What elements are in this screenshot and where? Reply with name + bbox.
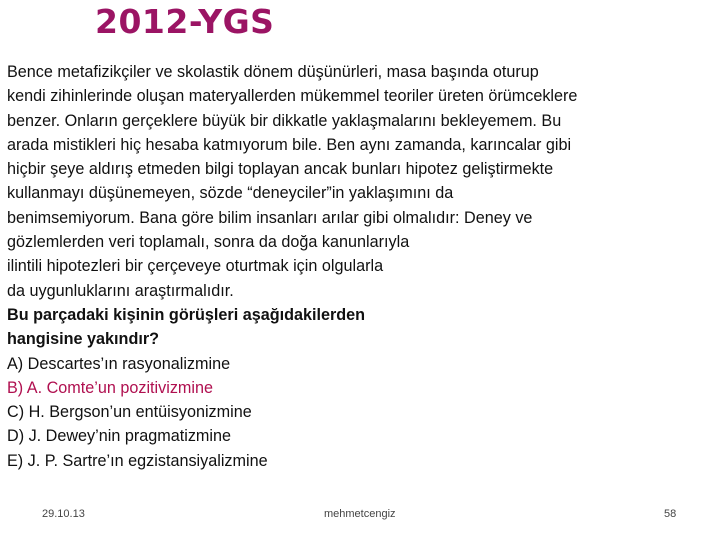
- footer-date: 29.10.13: [42, 508, 85, 520]
- option-b-correct-answer: B) A. Comte’un pozitivizmine: [7, 378, 214, 397]
- passage-line: gözlemlerden veri toplamalı, sonra da doğa kanunlarıyla: [7, 233, 410, 252]
- footer-author: mehmetcengiz: [324, 508, 396, 520]
- passage-line: kendi zihinlerinde oluşan materyallerden mükemmel teoriler üreten örümceklere: [7, 87, 578, 106]
- passage-line: Bence metafizikçiler ve skolastik dönem düşünürleri, masa başında oturup: [7, 63, 539, 81]
- question-stem-line: Bu parçadaki kişinin görüşleri aşağıdakilerden: [7, 305, 366, 324]
- option-a: A) Descartes’ın rasyonalizmine: [7, 354, 231, 373]
- question-stem-line: hangisine yakındır?: [7, 330, 160, 349]
- passage-line: kullanmayı düşünemeyen, sözde “deneyciler”in yaklaşımını da: [7, 184, 454, 203]
- passage-line: hiçbir şeye aldırış etmeden bilgi toplayan ancak bunları hipotez geliştirmekte: [7, 160, 554, 179]
- question-content: [7, 60, 717, 473]
- footer-page-number: 58: [664, 508, 677, 520]
- option-d: D) J. Dewey’nin pragmatizmine: [7, 427, 232, 446]
- passage-line: da uygunluklarını araştırmalıdır.: [7, 281, 234, 300]
- passage-line: ilintili hipotezleri bir çerçeveye oturtmak için olgularla: [7, 257, 384, 276]
- option-e: E) J. P. Sartre’ın egzistansiyalizmine: [7, 451, 268, 470]
- option-c: C) H. Bergson’un entüisyonizmine: [7, 403, 252, 422]
- slide-title: 2012-YGS: [95, 2, 275, 41]
- passage-line: arada mistikleri hiç hesaba katmıyorum bile. Ben aynı zamanda, karıncalar gibi: [7, 135, 572, 154]
- passage-line: benzer. Onların gerçeklere büyük bir dikkatle yaklaşmalarını bekleyemem. Bu: [7, 111, 562, 130]
- passage-line: benimsemiyorum. Bana göre bilim insanları arılar gibi olmalıdır: Deney ve: [7, 208, 533, 227]
